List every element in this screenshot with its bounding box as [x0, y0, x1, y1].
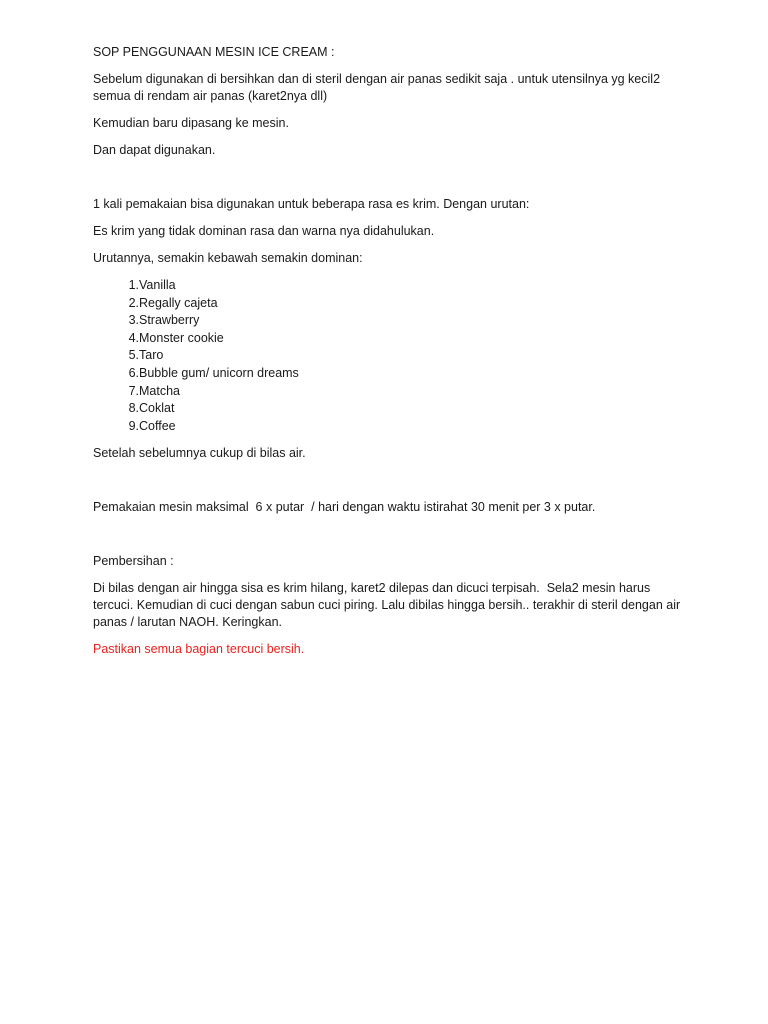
document-title: SOP PENGGUNAAN MESIN ICE CREAM :	[93, 45, 335, 59]
cleaning-paragraph: Di bilas dengan air hingga sisa es krim hilang, karet2 dilepas dan dicuci terpisah. Sela2 mesin harus tercuci. Kemudian di cuci dengan sabun cuci piring. Lalu dibilas hingga bersih.. terakhir di steril dengan air panas / larutan NAOH. Keringkan.	[93, 581, 684, 630]
list-item	[93, 347, 683, 365]
list-item	[93, 330, 683, 348]
flavor-name: Vanilla	[139, 278, 176, 292]
flavor-order-list	[93, 277, 683, 435]
list-number: 1.	[128, 278, 139, 292]
flavor-name: Regally cajeta	[139, 295, 218, 310]
intro-paragraph-1: Sebelum digunakan di bersihkan dan di steril dengan air panas sedikit saja . untuk utensilnya yg kecil2 semua di rendam air panas (karet2nya dll)	[93, 72, 664, 103]
document-body	[93, 44, 683, 668]
list-number: 8.	[128, 401, 139, 416]
cleaning-heading: Pembersihan :	[93, 554, 174, 569]
list-number: 3.	[128, 313, 139, 328]
flavor-name: Strawberry	[139, 313, 200, 328]
flavor-name: Taro	[139, 348, 164, 363]
max-usage-paragraph: Pemakaian mesin maksimal 6 x putar / hari dengan waktu istirahat 30 menit per 3 x putar.	[93, 500, 596, 515]
list-item	[93, 365, 683, 383]
flavor-name: Monster cookie	[139, 330, 224, 345]
flavor-name: Bubble gum/ unicorn dreams	[139, 365, 299, 380]
intro-paragraph-2: Kemudian baru dipasang ke mesin.	[93, 116, 289, 130]
usage-paragraph-2: Es krim yang tidak dominan rasa dan warna nya didahulukan.	[93, 224, 435, 238]
list-number: 6.	[128, 365, 139, 380]
list-item	[93, 295, 683, 313]
list-number: 4.	[128, 330, 139, 345]
usage-paragraph-3: Urutannya, semakin kebawah semakin dominan:	[93, 251, 363, 265]
flavor-name: Coffee	[139, 418, 176, 433]
list-item	[93, 418, 683, 436]
cleaning-warning: Pastikan semua bagian tercuci bersih.	[93, 642, 305, 657]
list-number: 5.	[128, 348, 139, 363]
list-item	[93, 400, 683, 418]
flavor-name: Matcha	[139, 383, 180, 398]
usage-paragraph-1: 1 kali pemakaian bisa digunakan untuk beberapa rasa es krim. Dengan urutan:	[93, 197, 530, 211]
flavor-name: Coklat	[139, 401, 175, 416]
list-number: 9.	[128, 418, 139, 433]
list-item	[93, 312, 683, 330]
list-number: 7.	[128, 383, 139, 398]
list-number: 2.	[128, 295, 139, 310]
list-item	[93, 383, 683, 401]
list-item	[93, 277, 683, 295]
after-list-note: Setelah sebelumnya cukup di bilas air.	[93, 446, 306, 461]
intro-paragraph-3: Dan dapat digunakan.	[93, 143, 216, 157]
